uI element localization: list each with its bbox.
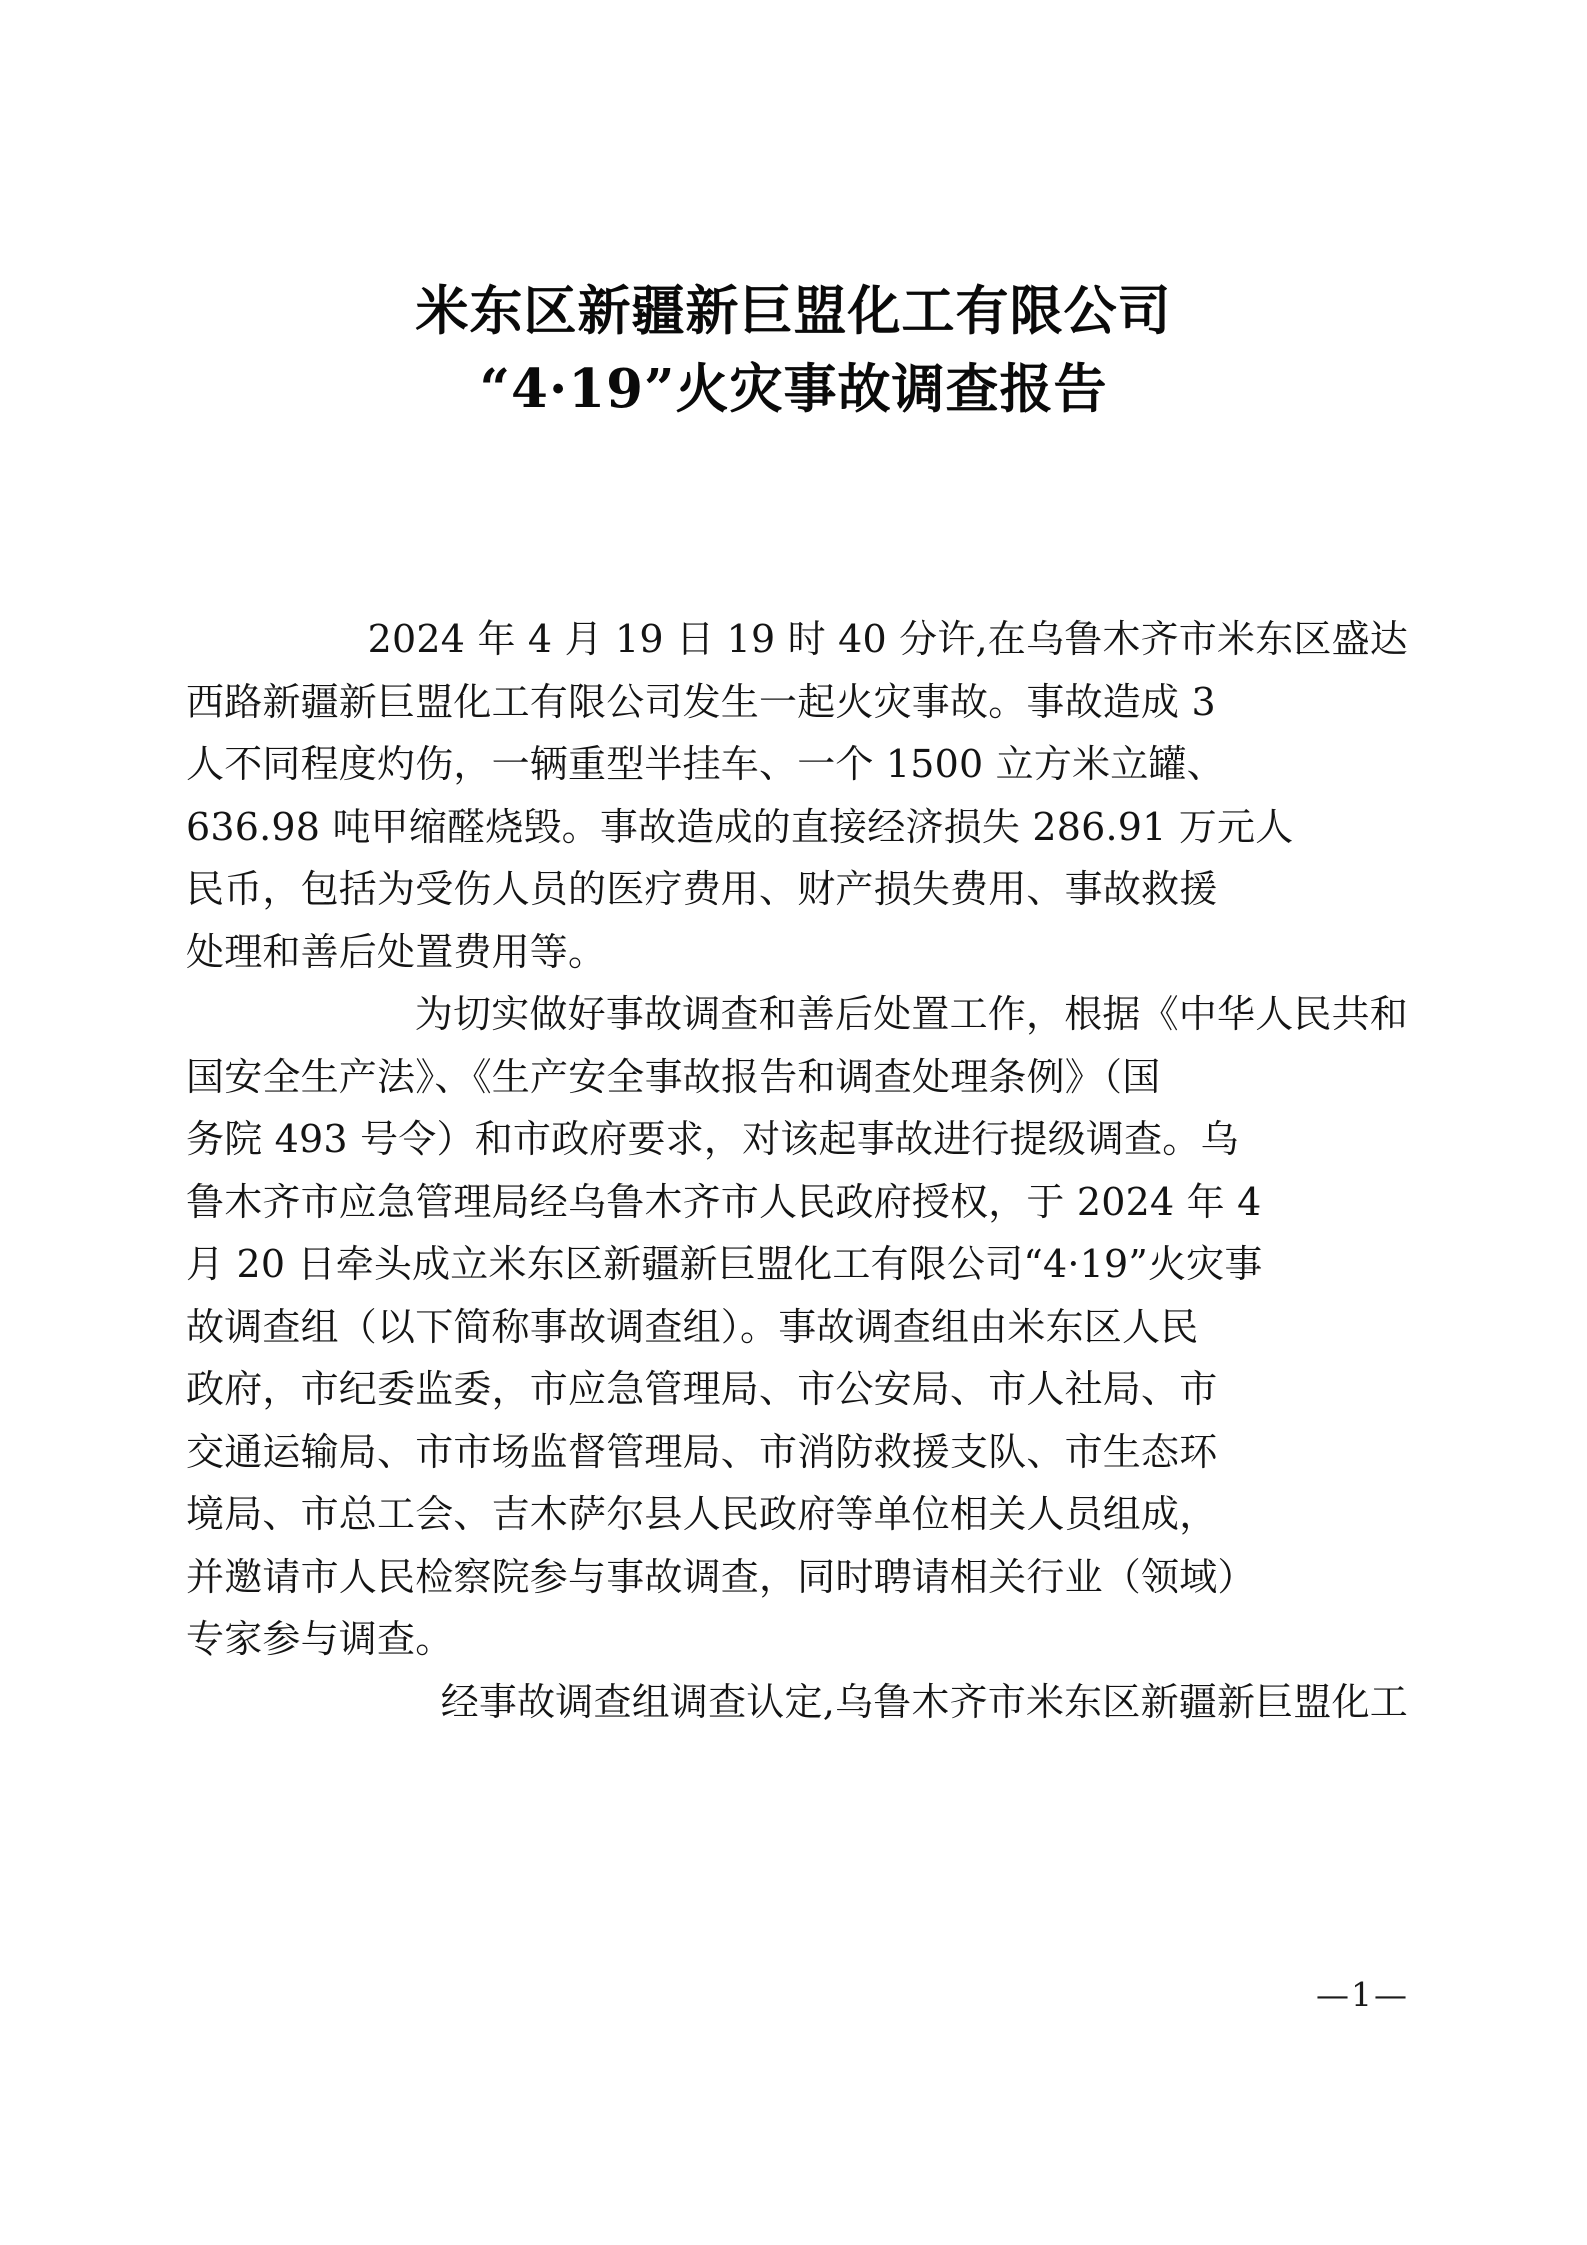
paragraph-2 <box>186 983 1408 1671</box>
paragraph-indent <box>186 983 266 1046</box>
paragraph-line: 月 20 日牵头成立米东区新疆新巨盟化工有限公司“4·19”火灾事 <box>186 1242 1263 1286</box>
paragraph-line: 民币，包括为受伤人员的医疗费用、财产损失费用、事故救援 <box>186 867 1218 911</box>
document-body <box>186 608 1408 1733</box>
paragraph-line <box>186 608 1408 671</box>
paragraph-indent <box>186 1671 266 1734</box>
paragraph-line: 务院 493 号令）和市政府要求，对该起事故进行提级调查。乌 <box>186 1117 1239 1161</box>
paragraph-line: 636.98 吨甲缩醛烧毁。事故造成的直接经济损失 286.91 万元人 <box>186 804 1294 849</box>
document-title <box>0 272 1587 428</box>
paragraph-line: 政府，市纪委监委，市应急管理局、市公安局、市人社局、市 <box>186 1367 1218 1411</box>
paragraph-line <box>186 983 1408 1046</box>
paragraph-line: 故调查组（以下简称事故调查组）。事故调查组由米东区人民 <box>186 1304 1199 1349</box>
page-number: —1— <box>1316 1975 1409 2014</box>
paragraph-line: 人不同程度灼伤，一辆重型半挂车、一个 1500 立方米立罐、 <box>186 742 1225 786</box>
paragraph-line: 西路新疆新巨盟化工有限公司发生一起火灾事故。事故造成 3 <box>186 679 1216 724</box>
paragraph-line-text: 2024 年 4 月 19 日 19 时 40 分许,在乌鲁木齐市米东区盛达 <box>367 617 1408 661</box>
paragraph-line: 国安全生产法》、《生产安全事故报告和调查处理条例》（国 <box>186 1054 1161 1099</box>
paragraph-1 <box>186 608 1408 983</box>
paragraph-line: 专家参与调查。 <box>186 1617 454 1661</box>
paragraph-line-text: 经事故调查组调查认定,乌鲁木齐市米东区新疆新巨盟化工 <box>440 1679 1408 1724</box>
paragraph-line-text: 为切实做好事故调查和善后处置工作，根据《中华人民共和 <box>414 992 1408 1036</box>
paragraph-line <box>186 1671 1408 1734</box>
paragraph-line: 处理和善后处置费用等。 <box>186 929 607 974</box>
title-line-2: “4·19”火灾事故调查报告 <box>479 358 1108 420</box>
paragraph-line: 交通运输局、市市场监督管理局、市消防救援支队、市生态环 <box>186 1429 1218 1474</box>
paragraph-indent <box>186 608 266 671</box>
title-line-1: 米东区新疆新巨盟化工有限公司 <box>415 280 1172 342</box>
paragraph-3 <box>186 1671 1408 1734</box>
paragraph-line: 境局、市总工会、吉木萨尔县人民政府等单位相关人员组成， <box>186 1492 1218 1536</box>
paragraph-line: 并邀请市人民检察院参与事故调查，同时聘请相关行业（领域） <box>186 1554 1256 1599</box>
paragraph-line: 鲁木齐市应急管理局经乌鲁木齐市人民政府授权，于 2024 年 4 <box>186 1179 1262 1224</box>
